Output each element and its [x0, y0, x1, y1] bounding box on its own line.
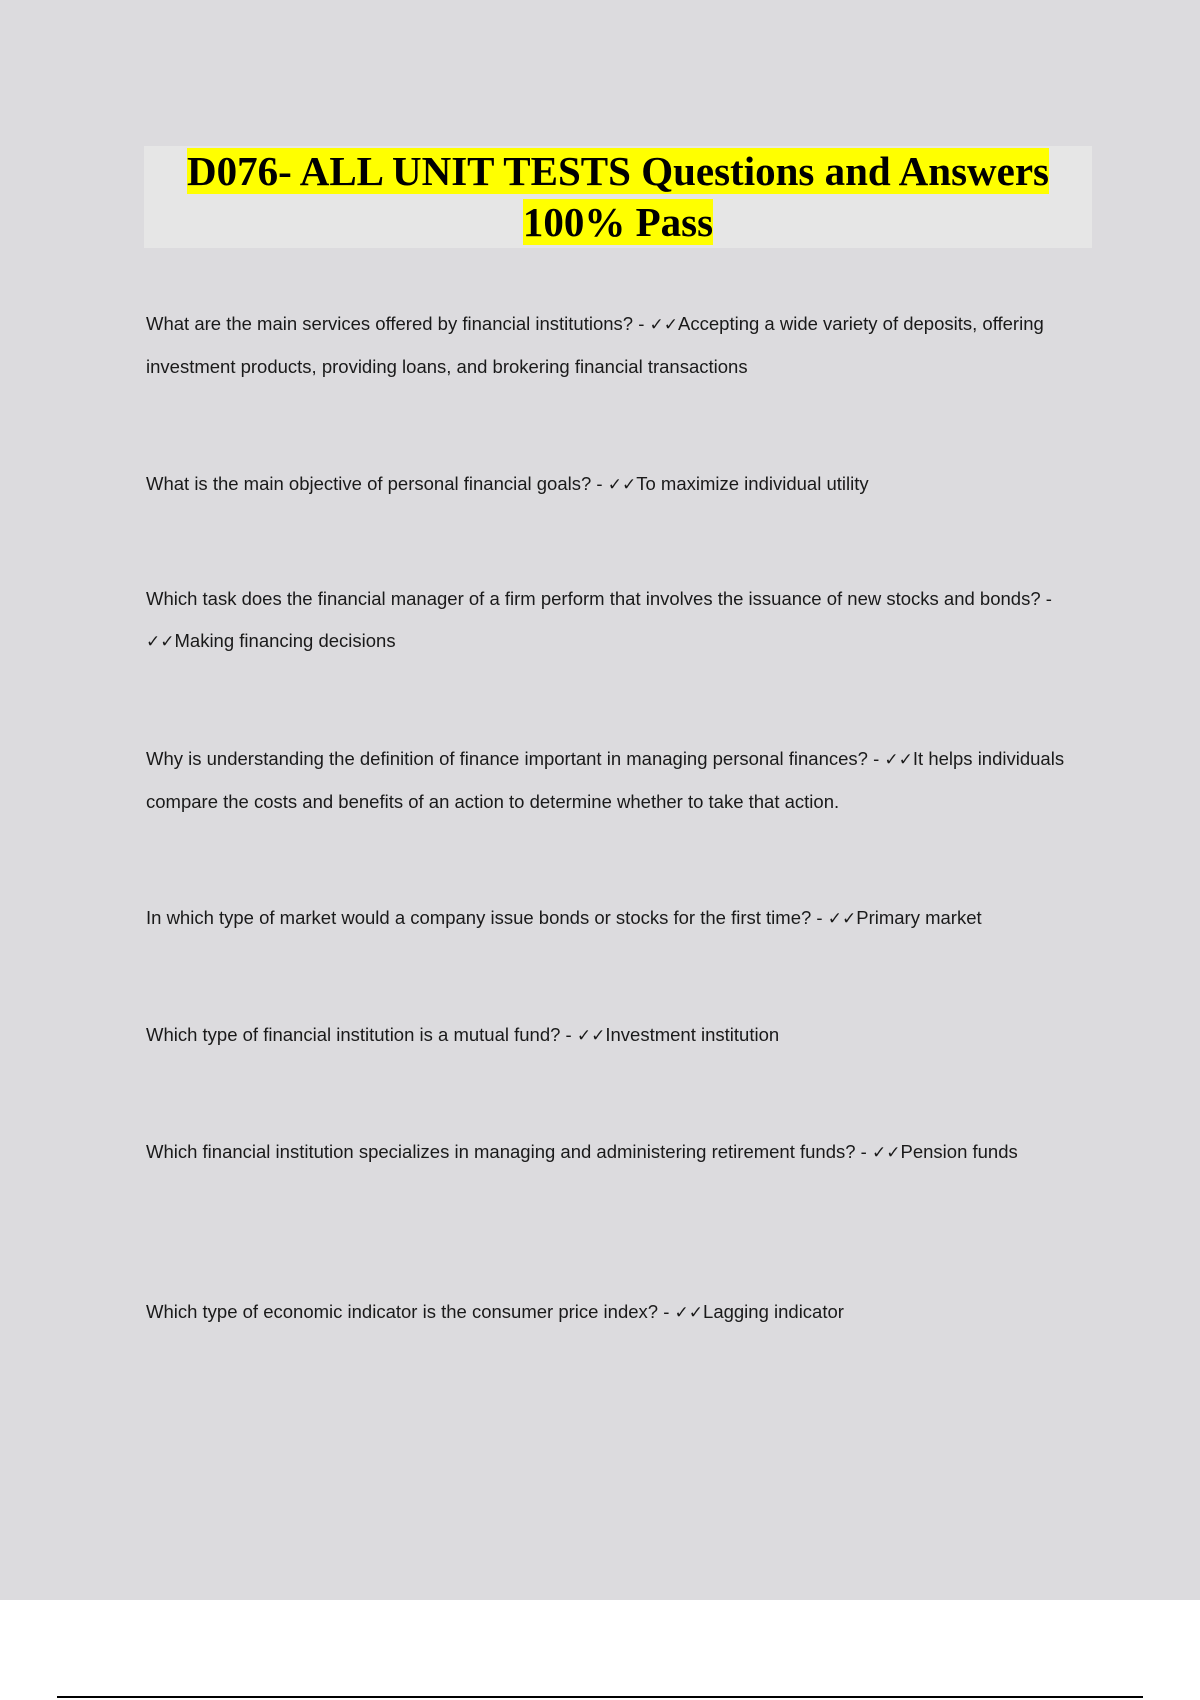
question-text: Why is understanding the definition of finance important in managing personal finances? — [146, 748, 868, 769]
question-text: In which type of market would a company issue bonds or stocks for the first time? — [146, 907, 812, 928]
question-text: What is the main objective of personal financial goals? — [146, 473, 592, 494]
qa-item — [146, 1291, 1086, 1334]
title-line-1 — [144, 146, 1092, 197]
separator: - — [867, 748, 885, 769]
title-line-2 — [144, 197, 1092, 248]
qa-item — [146, 897, 1086, 940]
separator: - — [1040, 588, 1052, 609]
separator: - — [633, 313, 650, 334]
qa-item — [146, 578, 1086, 663]
answer-text: Pension funds — [900, 1141, 1018, 1162]
check-icon: ✓✓ — [827, 909, 857, 929]
qa-item — [146, 738, 1086, 823]
check-icon: ✓✓ — [146, 632, 175, 652]
check-icon: ✓✓ — [884, 750, 913, 770]
check-icon: ✓✓ — [872, 1143, 901, 1163]
qa-item — [146, 463, 1086, 506]
separator: - — [855, 1141, 872, 1162]
answer-text: Accepting a wide variety of deposits, offering investment products, providing loans, and brokering financial transactions — [146, 313, 1044, 377]
question-text: Which task does the financial manager of a firm perform that involves the issuance of new stocks and bonds? — [146, 588, 1041, 609]
answer-text: It helps individuals compare the costs and benefits of an action to determine whether to take that action. — [146, 748, 1065, 812]
question-text: Which type of economic indicator is the consumer price index? — [146, 1301, 659, 1322]
question-text: What are the main services offered by financial institutions? — [146, 313, 634, 334]
footer-rule — [57, 1696, 1143, 1698]
check-icon: ✓✓ — [607, 475, 637, 495]
page-title: D076- ALL UNIT TESTS Questions and Answers — [186, 148, 1050, 194]
separator: - — [811, 907, 828, 928]
answer-text: Lagging indicator — [703, 1301, 844, 1322]
separator: - — [658, 1301, 675, 1322]
title-block — [144, 146, 1092, 248]
answer-text: To maximize individual utility — [636, 473, 869, 494]
page-subtitle: 100% Pass — [522, 199, 714, 245]
qa-item — [146, 1014, 1086, 1057]
check-icon: ✓✓ — [576, 1026, 606, 1046]
check-icon: ✓✓ — [674, 1303, 704, 1323]
qa-item — [146, 303, 1086, 388]
answer-text: Making financing decisions — [174, 630, 396, 651]
qa-item — [146, 1131, 1086, 1174]
separator: - — [591, 473, 608, 494]
answer-text: Investment institution — [605, 1024, 780, 1045]
question-text: Which type of financial institution is a mutual fund? — [146, 1024, 561, 1045]
check-icon: ✓✓ — [649, 315, 679, 335]
answer-text: Primary market — [856, 907, 982, 928]
question-text: Which financial institution specializes in managing and administering retirement funds? — [146, 1141, 856, 1162]
separator: - — [560, 1024, 577, 1045]
